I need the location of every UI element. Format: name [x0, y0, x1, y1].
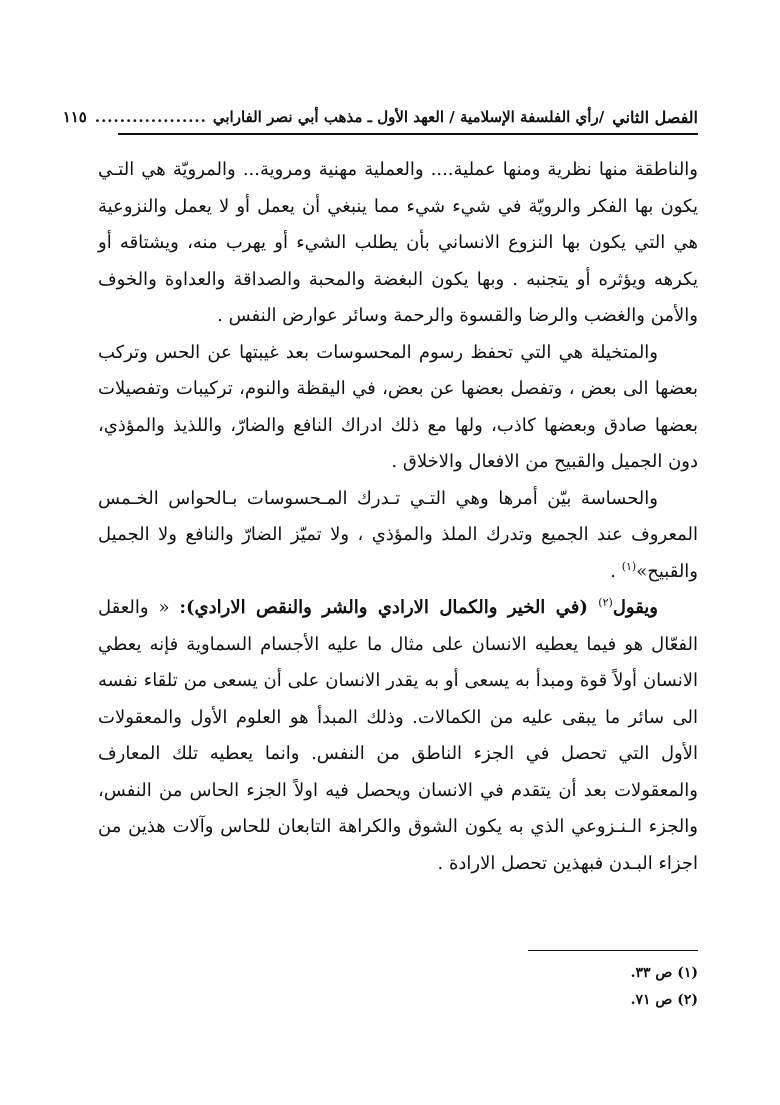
- paragraph-rational-soul: [98, 152, 698, 335]
- paragraph-imaginative-soul: [98, 335, 698, 481]
- footnote-ref: (١): [621, 559, 637, 573]
- footnote-ref: (٢): [598, 596, 613, 609]
- paragraph-tail: .: [610, 560, 622, 582]
- footnote-item: (١) ص ٣٣.: [630, 965, 698, 981]
- page-number: ١١٥: [62, 108, 87, 126]
- paragraph-sensory-soul: [98, 481, 698, 591]
- running-header: [62, 104, 698, 130]
- footnote-rule: [528, 950, 698, 951]
- footnotes: [398, 960, 698, 1014]
- paragraph-lead: ويقول: [612, 597, 658, 618]
- paragraph-text: « والعقل الفعّال هو فيما يعطيه الانسان على مثال ما عليه الأجسام السماوية فإنه يعطي الانسان أولاً قوة ومبدأ به يسعى أو به يقدر الانسان على أن يسعى من تلقاء نفسه الى سائر ما يبقى عليه من الكمالات. وذلك المبدأ هو العلوم الأول والمعقولات الأول التي تحصل في الجزء الناطق من النفس. وانما يعطيه تلك المعارف والمعقولات بعد أن يتقدم في الانسان ويحصل فيه اولاً الجزء الحاس من النفس، والجزء الـنـزوعي الذي به يكون الشوق والكراهة التابعان للحاس وآلات هذين من اجزاء البـدن فبهذين تحصل الارادة .: [98, 597, 698, 874]
- paragraph-text: والحساسة بيّن أمرها وهي التـي تـدرك المـحسوسات بـالحواس الخـمس المعروف عند الجميع وتدرك الملذ والمؤذي ، ولا تميّز الضارّ والنافع ولا الجميل والقبيح»: [98, 487, 698, 582]
- main-text: [98, 152, 698, 882]
- footnote-item: (٢) ص ٧١.: [630, 992, 698, 1008]
- header-rule: [118, 133, 698, 135]
- paragraph-text: والناطقة منها نظرية ومنها عملية.... والعملية مهنية ومروية... والمرويّة هي التـي يكون بها الفكر والرويّة في شيء شيء مما ينبغي أن يعمل أو لا يعمل والنزوعية هي التي يكون بها النزوع الانساني بأن يطلب الشيء أو يهرب منه، ويشتاقه أو يكرهه ويؤثره أو يتجنبه . وبها يكون البغضة والمحبة والصداقة والعداوة والخوف والأمن والغضب والرضا والقسوة والرحمة وسائر عوارض النفس .: [98, 159, 698, 326]
- leader-dots: ..................: [94, 108, 207, 126]
- quoted-heading: (في الخير والكمال الارادي والشر والنقص الارادي):: [179, 597, 599, 618]
- chapter-label: الفصل الثاني: [612, 107, 698, 127]
- paragraph-text: والمتخيلة هي التي تحفظ رسوم المحسوسات بعد غيبتها عن الحس وتركب بعضها الى بعض ، وتفصل بعضها عن بعض، في اليقظة والنوم، تركيبات وتفصيلات بعضها صادق وبعضها كاذب، ولها مع ذلك ادراك النافع والضارّ، واللذيذ والمؤذي، دون الجميل والقبيح من الافعال والاخلاق .: [98, 341, 698, 472]
- paragraph-active-intellect: [98, 590, 698, 882]
- running-title: /رأي الفلسفة الإسلامية / العهد الأول ـ مذهب أبي نصر الفارابي: [212, 108, 605, 126]
